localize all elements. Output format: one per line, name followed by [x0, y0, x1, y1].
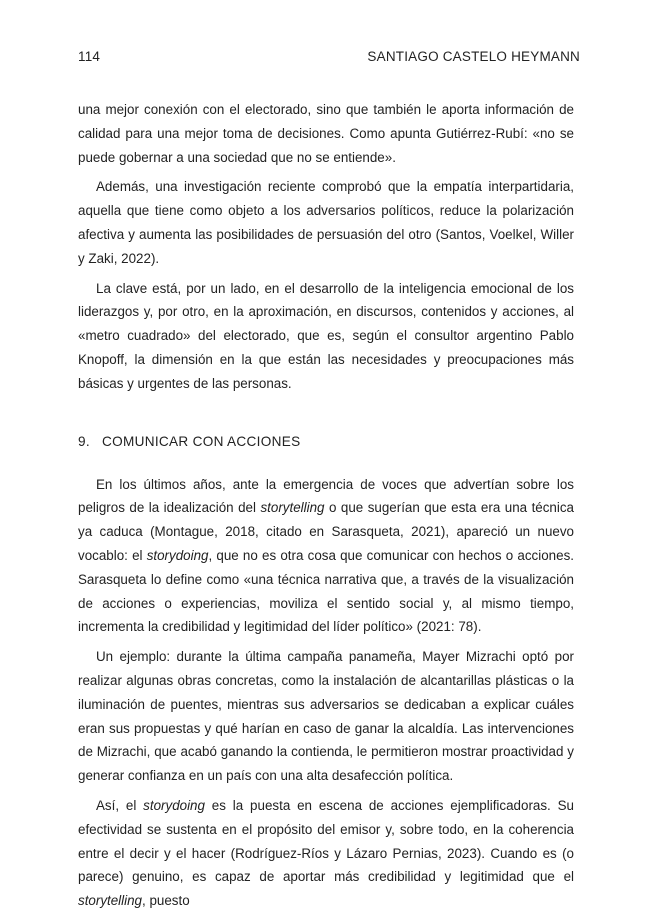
italic-term: storydoing	[143, 797, 205, 813]
italic-term: storydoing	[146, 547, 209, 563]
section-heading	[78, 434, 574, 449]
section-title: COMUNICAR CON ACCIONES	[102, 433, 301, 449]
italic-term: storytelling	[260, 500, 325, 516]
paragraph	[78, 794, 574, 913]
paragraph: Un ejemplo: durante la última campaña panameña, Mayer Mizrachi optó por realizar algunas obras concretas, como la instalación de alcantarillas plásticas o la iluminación de puentes, mientras sus adversarios se dedicaban a explicar cuáles eran sus propuestas y qué harían en caso de ganar la alcaldía. Las intervenciones de Mizrachi, que acabó ganando la contienda, le permitieron mostrar proactividad y generar confianza en un país con una alta desafección política.	[78, 649, 574, 784]
text-run: En los últimos años, ante la emergencia de voces que advertían sobre los peligros de la idealización del	[78, 476, 574, 516]
page-body	[78, 98, 574, 913]
paragraph: Además, una investigación reciente comprobó que la empatía interpartidaria, aquella que tiene como objeto a los adversarios políticos, reduce la polarización afectiva y aumenta las posibilidades de persuasión del otro (Santos, Voelkel, Willer y Zaki, 2022).	[78, 179, 574, 266]
text-run: es la puesta en escena de acciones ejemplificadoras. Su efectividad se sustenta en el propósito del emisor y, sobre todo, en la coherencia entre el decir y el hacer (Rodríguez-Ríos y Lázaro Pernias, 2023). Cuando es (o parece) genuino, es capaz de aportar más credibilidad y legitimidad que el	[78, 797, 574, 885]
paragraph: una mejor conexión con el electorado, sino que también le aporta información de calidad para una mejor toma de decisiones. Como apunta Gutiérrez-Rubí: «no se puede gobernar a una sociedad que no se entiende».	[78, 102, 574, 165]
paragraph	[78, 473, 574, 640]
page-header	[78, 49, 580, 69]
text-run: o que sugerían que esta era una técnica ya caduca (Montague, 2018, citado en Sarasqueta, 2021), apareció un nuevo vocablo: el	[78, 500, 574, 563]
text-run: , puesto	[142, 893, 190, 909]
running-head: SANTIAGO CASTELO HEYMANN	[367, 49, 580, 64]
section-number: 9.	[78, 433, 90, 449]
italic-term: storytelling	[78, 893, 143, 909]
text-run: Así, el	[96, 797, 144, 813]
page-number: 114	[78, 49, 101, 64]
paragraph: La clave está, por un lado, en el desarrollo de la inteligencia emocional de los liderazgos y, por otro, en la aproximación, en discursos, contenidos y acciones, al «metro cuadrado» del electorado, que es, según el consultor argentino Pablo Knopoff, la dimensión en la que están las necesidades y preocupaciones más básicas y urgentes de las personas.	[78, 280, 574, 391]
text-run: , que no es otra cosa que comunicar con hechos o acciones. Sarasqueta lo define como «una técnica narrativa que, a través de la visualización de acciones o experiencias, moviliza el sentido social y, al mismo tiempo, incrementa la credibilidad y legitimidad del líder político» (2021: 78).	[78, 547, 574, 635]
